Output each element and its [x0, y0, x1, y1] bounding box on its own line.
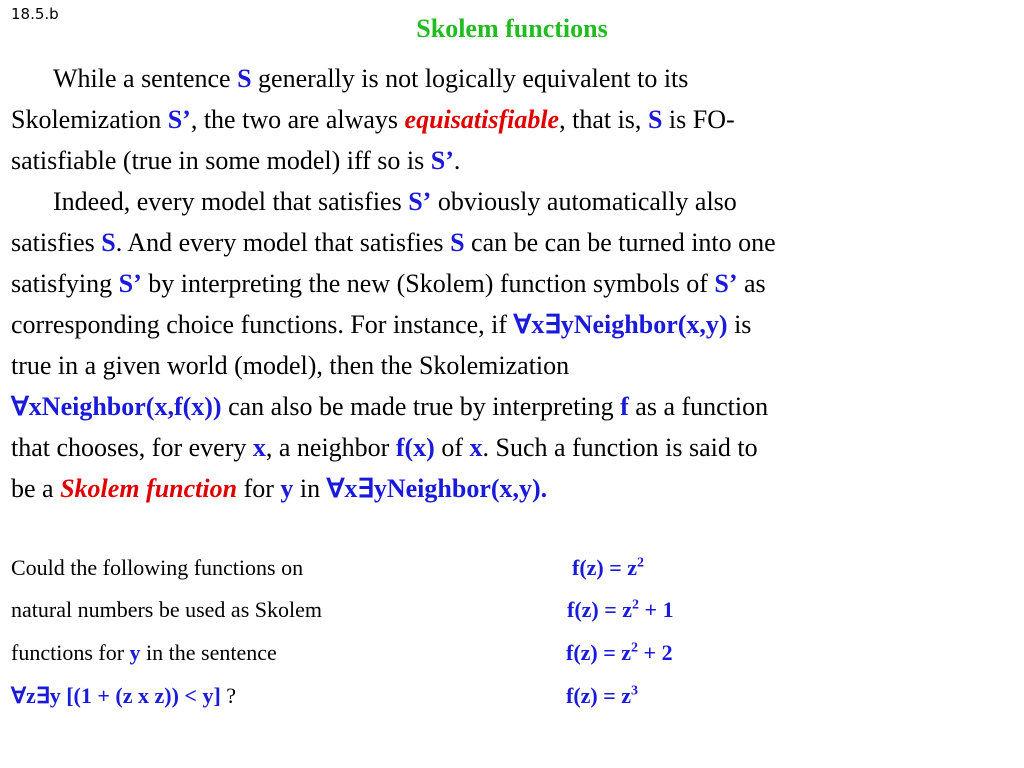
para1-line1: While a sentence S generally is not logically equivalent to its [53, 64, 689, 93]
para1-line2: Skolemization S’, the two are always equisatisfiable, that is, S is FO- [11, 105, 735, 134]
symbol-s-prime: S’ [714, 269, 738, 298]
symbol-x: x [469, 433, 483, 462]
para2-line7: that chooses, for every x, a neighbor f(x) of x. Such a function is said to [11, 433, 758, 462]
candidate-function: $f(z) = z^2 + 2$ [566, 640, 673, 665]
symbol-y: y [280, 474, 294, 503]
formula-neighbor: ∀x∃yNeighbor(x,y). [326, 474, 548, 503]
formula-skolemized: ∀xNeighbor(x,f(x)) [11, 392, 222, 421]
para2-line4: corresponding choice functions. For instance, if ∀x∃yNeighbor(x,y) is [11, 310, 752, 339]
para2-line2: satisfies S. And every model that satisfies S can be can be turned into one [11, 228, 776, 257]
candidate-function: $f(z) = z^2 + 1$ [567, 597, 674, 622]
symbol-y: y [129, 640, 141, 665]
symbol-s: S [647, 105, 663, 134]
main-text [11, 58, 1021, 509]
symbol-s: S [237, 64, 252, 93]
slide-number: 18.5.b [11, 5, 59, 23]
para2-line6: ∀xNeighbor(x,f(x)) can also be made true by interpreting f as a function [11, 392, 769, 421]
symbol-fx: f(x) [395, 433, 435, 462]
symbol-f: f [620, 392, 629, 421]
term-equisatisfiable: equisatisfiable [404, 105, 560, 134]
formula-neighbor: ∀x∃yNeighbor(x,y) [513, 310, 728, 339]
para2-line5: true in a given world (model), then the Skolemization [11, 351, 570, 380]
symbol-x: x [252, 433, 266, 462]
term-skolem-function: Skolem function [60, 474, 238, 503]
candidate-function: $f(z) = z^2$ [572, 555, 645, 580]
question-line3: functions for y in the sentence [11, 640, 277, 665]
symbol-s: S [450, 228, 465, 257]
symbol-s-prime: S’ [430, 146, 454, 175]
para2-line3: satisfying S’ by interpreting the new (Skolem) function symbols of S’ as [11, 269, 766, 298]
question-line1: Could the following functions on [11, 555, 304, 580]
para1-line3: satisfiable (true in some model) iff so is S’. [11, 146, 461, 175]
question-line2: natural numbers be used as Skolem [11, 597, 322, 622]
para2-line8: be a Skolem function for y in ∀x∃yNeighbor(x,y). [11, 474, 548, 503]
formula-sentence: ∀z∃y [(1 + (z x z)) < y] [11, 683, 221, 708]
slide-title: Skolem functions [416, 14, 608, 43]
para2-line1: Indeed, every model that satisfies S’ obviously automatically also [53, 187, 737, 216]
question-line4: ∀z∃y [(1 + (z x z)) < y] ? [11, 683, 237, 708]
symbol-s-prime: S’ [167, 105, 191, 134]
symbol-s-prime: S’ [118, 269, 142, 298]
candidate-function: $f(z) = z^3$ [566, 683, 639, 708]
symbol-s-prime: S’ [408, 187, 432, 216]
symbol-s: S [101, 228, 116, 257]
